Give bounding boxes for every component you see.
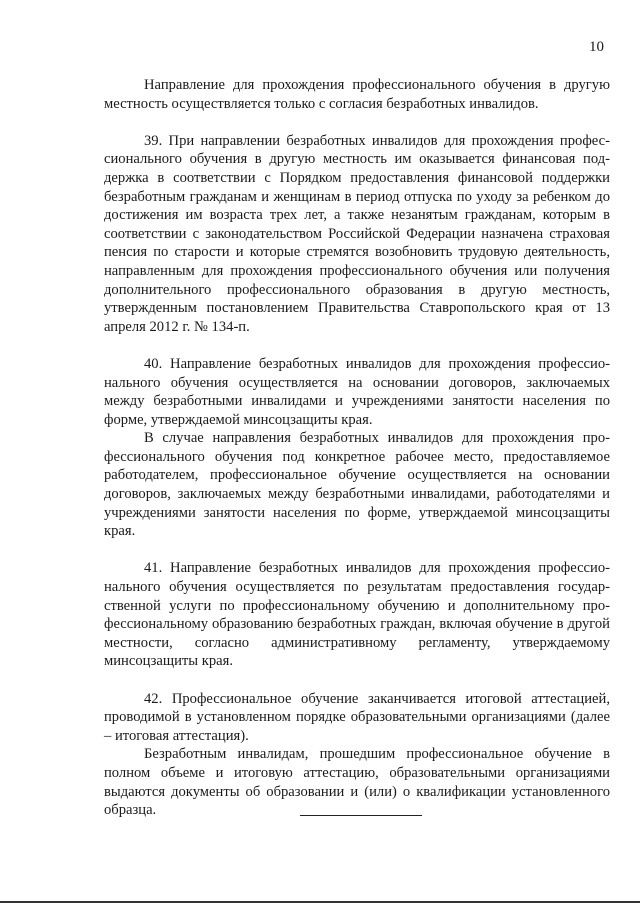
page-number: 10 [589, 39, 604, 55]
page-bottom-edge [0, 901, 640, 903]
paragraph-40-continued: В случае направления безработных инвалидов для прохождения профессионального обучения под конкретное рабочее место, предоставляемое работодателем, профессиональное обучение осуществляется на основании договоров, заключаемых между безработными инвалидами, работодателями и учреждениями занятости населения по форме, утверждаемой минсоцзащиты края. [104, 430, 610, 540]
document-body [104, 76, 610, 820]
paragraph-40: 40. Направление безработных инвалидов для прохождения профессионального обучения осуществляется на основании договоров, заключаемых между безработными инвалидами и учреждениями занятости населения по форме, утверждаемой минсоцзащиты края. [104, 355, 610, 428]
paragraph-42: 42. Профессиональное обучение заканчивается итоговой аттестацией, проводимой в установленном порядке образовательными организациями (далее – итоговая аттестация). [104, 690, 610, 744]
paragraph-consent: Направление для прохождения профессионального обучения в другую местность осуществляется только с согласия безработных инвалидов. [104, 77, 610, 112]
paragraph-42-continued: Безработным инвалидам, прошедшим профессиональное обучение в полном объеме и итоговую аттестацию, образовательными организациями выдаются документы об образовании и (или) о квалификации установленного образца. [104, 746, 610, 819]
closing-divider [300, 815, 422, 816]
paragraph-39: 39. При направлении безработных инвалидов для прохождения профессионального обучения в другую местность им оказывается финансовая поддержка в соответствии с Порядком предоставления финансовой поддержки безработным гражданам и женщинам в период отпуска по уходу за ребенком до достижения им возраста трех лет, а также незанятым гражданам, которым в соответствии с законодательством Российской Федерации назначена страховая пенсия по старости и которые стремятся возобновить трудовую деятельность, направленным для прохождения профессионального обучения или получения дополнительного профессионального образования в другую местность, утвержденным постановлением Правительства Ставропольского края от 13 апреля 2012 г. № 134-п. [104, 132, 610, 335]
paragraph-41: 41. Направление безработных инвалидов для прохождения профессионального обучения осуществляется по результатам предоставления государственной услуги по профессиональному обучению и дополнительному профессиональному образованию безработных граждан, включая обучение в другой местности, согласно административному регламенту, утверждаемому минсоцзащиты края. [104, 560, 610, 670]
